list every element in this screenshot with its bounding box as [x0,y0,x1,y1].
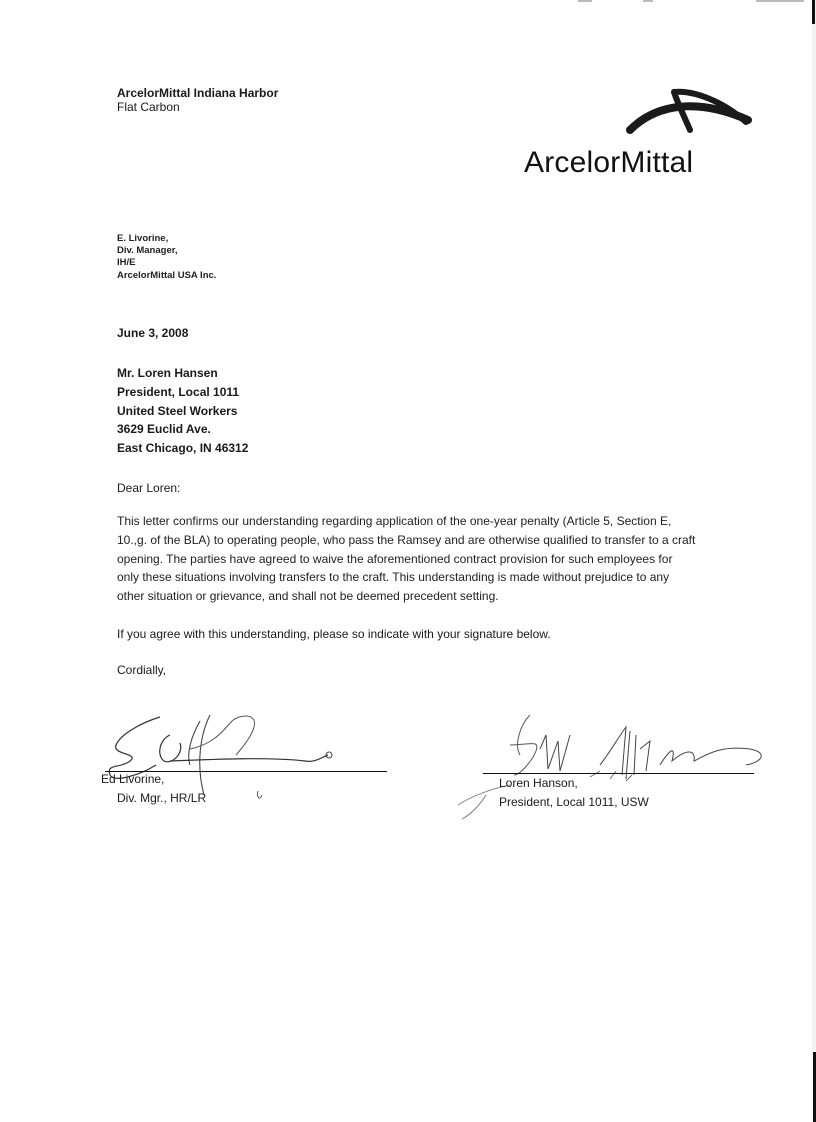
scan-artifact [756,0,804,2]
signer-name: Loren Hanson, [499,776,578,790]
paragraph-line: This letter confirms our understanding regarding application of the one-year penalty (Article 5, Section E, [117,514,672,528]
page-edge [812,0,816,1122]
recipient-address [117,364,248,458]
division-name: Flat Carbon [117,100,180,114]
body-paragraph [117,512,695,606]
sender-line: E. Livorine, [117,233,169,244]
salutation: Dear Loren: [117,481,181,495]
sender-block [117,233,216,282]
agreement-request: If you agree with this understanding, please so indicate with your signature below. [117,627,551,641]
paragraph-line: only these situations involving transfers to the craft. This understanding is made without prejudice to any [117,570,670,585]
paragraph-line: other situation or grievance, and shall not be deemed precedent setting. [117,589,499,604]
address-line: 3629 Euclid Ave. [117,422,211,437]
signer-title: Div. Mgr., HR/LR [117,791,207,805]
page-edge-mark [812,0,815,24]
address-line: United Steel Workers [117,403,238,418]
sender-line: Div. Manager, [117,245,178,257]
company-logo-wordmark: ArcelorMittal [524,146,694,179]
scan-artifact [643,0,653,2]
scan-artifact [578,0,592,2]
letter-date: June 3, 2008 [117,326,189,340]
arcelormittal-swoosh-icon [624,84,754,140]
company-name: ArcelorMittal Indiana Harbor [117,86,279,100]
paragraph-line: opening. The parties have agreed to waive the aforementioned contract provision for such employees for [117,551,673,566]
signer-name: Ed Livorine, [101,772,165,786]
paragraph-line: 10.,g. of the BLA) to operating people, who pass the Ramsey and are otherwise qualified to transfer to a craft [117,532,696,547]
handwritten-signature-livorine [100,705,340,805]
address-line: Mr. Loren Hansen [117,366,218,380]
address-line: East Chicago, IN 46312 [117,441,249,456]
closing: Cordially, [117,663,167,677]
signature-line [483,773,754,774]
sender-line: IH/E [117,257,136,269]
address-line: President, Local 1011 [117,384,240,399]
signer-title: President, Local 1011, USW [499,795,649,809]
sender-line: ArcelorMittal USA Inc. [117,269,217,281]
